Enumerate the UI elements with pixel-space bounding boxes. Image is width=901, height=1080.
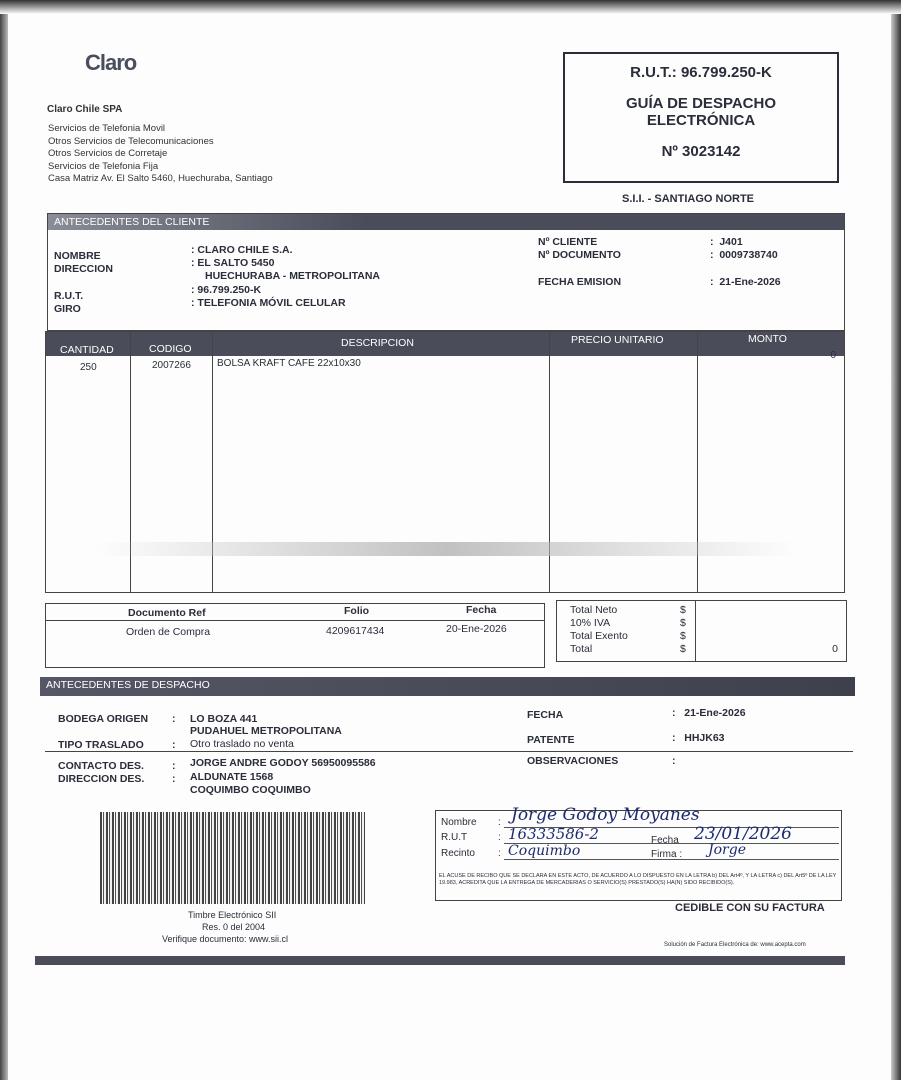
issuer-line: Servicios de Telefonia Movil	[48, 123, 166, 134]
direccion-des-label: DIRECCION DES.	[58, 773, 145, 785]
document-header-box	[563, 52, 839, 183]
timbre-label: Timbre Electrónico SII	[188, 910, 277, 920]
total-label: Total	[570, 643, 593, 655]
rut-value: : 96.799.250-K	[191, 284, 262, 296]
timbre-barcode	[100, 812, 365, 904]
tipo-traslado-label: TIPO TRASLADO	[58, 739, 144, 751]
items-table	[45, 331, 845, 593]
receipt-fecha-label: Fecha	[651, 835, 679, 846]
scan-edge-top	[0, 0, 901, 14]
total-neto-label: Total Neto	[570, 604, 618, 616]
item-cantidad: 250	[80, 362, 97, 373]
bodega-value: LO BOZA 441	[190, 713, 258, 725]
signed-fecha: 23/01/2026	[694, 824, 792, 844]
issuer-line: Otros Servicios de Corretaje	[48, 148, 168, 159]
receipt-rut-label: R.U.T	[441, 832, 468, 843]
reference-table	[45, 603, 545, 668]
direccion-value: : EL SALTO 5450	[191, 257, 275, 269]
item-descripcion: BOLSA KRAFT CAFE 22x10x30	[217, 358, 361, 369]
cliente-label: Nº CLIENTE	[538, 236, 598, 248]
ref-fecha: 20-Ene-2026	[446, 623, 507, 635]
contacto-label: CONTACTO DES.	[58, 760, 144, 772]
signed-nombre: Jorge Godoy Moyanes	[511, 805, 700, 825]
cedible-label: CEDIBLE CON SU FACTURA	[675, 902, 825, 914]
divider	[45, 751, 853, 752]
verify-link[interactable]: Verifique documento: www.sii.cl	[162, 934, 289, 944]
bodega-label: BODEGA ORIGEN	[58, 713, 149, 725]
ref-header-doc: Documento Ref	[128, 607, 206, 619]
footer-bar	[35, 956, 845, 965]
contacto-value: JORGE ANDRE GODOY 56950095586	[190, 757, 376, 769]
ref-header-folio: Folio	[344, 605, 370, 617]
col-codigo: CODIGO	[149, 343, 192, 355]
dispatch-fecha-label: FECHA	[527, 709, 564, 721]
sii-office: S.I.I. - SANTIAGO NORTE	[622, 193, 755, 205]
dispatch-fecha-value: 21-Ene-2026	[684, 707, 746, 719]
issuer-line: Casa Matriz Av. El Salto 5460, Huechuraba, Santiago	[48, 173, 273, 184]
observaciones-label: OBSERVACIONES	[527, 755, 619, 767]
dispatch-section-title: ANTECEDENTES DE DESPACHO	[40, 677, 855, 696]
patente-value: HHJK63	[684, 732, 725, 744]
receipt-box: Nombre R.U.T Recinto : : : Fecha Firma : Jorge Godoy Moyanes 16333586-2 23/01/2026 Coquimbo Jorge EL ACUSE DE RECIBO QUE SE DECLARA EN ESTE ACTO, DE ACUERDO A LO DISPUESTO EN LA LETRA b) DEL Art4º, Y LA LETRA c) DEL Art5º DE LA LEY 19.983, ACREDITA QUE LA ENTREGA DE MERCADERIAS O SERVICIO(S) PRESTADO(S) HA(N) SIDO RECIBIDO(S).	[435, 810, 842, 901]
scan-edge-left	[0, 0, 8, 1080]
nombre-value: : CLARO CHILE S.A.	[191, 244, 293, 256]
signed-rut: 16333586-2	[508, 825, 599, 843]
header-title-2: ELECTRÓNICA	[646, 112, 756, 129]
document-number: Nº 3023142	[661, 143, 741, 160]
currency-sign: $	[680, 604, 686, 616]
giro-label: GIRO	[54, 303, 81, 315]
header-rut: R.U.T.: 96.799.250-K	[630, 64, 772, 81]
direccion-value-2: HUECHURABA - METROPOLITANA	[205, 270, 380, 282]
documento-value: 0009738740	[719, 249, 778, 261]
direccion-des-value-2: COQUIMBO COQUIMBO	[190, 784, 311, 796]
cliente-value: J401	[719, 236, 743, 248]
receipt-firma-label: Firma :	[651, 849, 683, 860]
bodega-value-2: PUDAHUEL METROPOLITANA	[190, 725, 342, 737]
iva-label: 10% IVA	[570, 617, 611, 629]
item-monto: 0	[830, 350, 836, 361]
direccion-des-value: ALDUNATE 1568	[190, 771, 274, 783]
total-value: 0	[832, 643, 838, 655]
issuer-line: Servicios de Telefonia Fija	[48, 160, 159, 172]
signature: Jorge	[708, 842, 746, 858]
fecha-emision-label: FECHA EMISION	[538, 276, 622, 288]
header-title: GUÍA DE DESPACHO	[625, 95, 776, 112]
issuer-line: Otros Servicios de Telecomunicaciones	[48, 135, 214, 147]
scan-smudge	[96, 542, 796, 556]
currency-sign: $	[680, 630, 686, 642]
col-precio: PRECIO UNITARIO	[571, 334, 664, 346]
receipt-nombre-label: Nombre	[441, 817, 477, 828]
receipt-recinto-label: Recinto	[441, 848, 475, 859]
ref-header-fecha: Fecha	[466, 604, 497, 616]
timbre-res: Res. 0 del 2004	[202, 922, 266, 932]
issuer-name: Claro Chile SPA	[47, 104, 123, 115]
client-section: ANTECEDENTES DEL CLIENTE NOMBRE DIRECCION R.U.T. GIRO : CLARO CHILE S.A. : EL SALTO 5450 HUECHURABA - METROPOLITANA : 96.799.250-K : TELEFONIA MÓVIL CELULAR Nº CLIENTE Nº DOCUMENTO FECHA EMISION : J401 : 0009738740 : 21-Ene-2026	[47, 213, 845, 331]
col-cantidad: CANTIDAD	[60, 344, 114, 356]
nombre-label: NOMBRE	[54, 250, 101, 262]
solution-credit: Solución de Factura Electrónica de: www.acepta.com	[664, 942, 806, 948]
scan-edge-right	[891, 0, 901, 1080]
rut-label: R.U.T.	[54, 290, 84, 302]
claro-logo: Claro	[85, 50, 137, 75]
tipo-traslado-value: Otro traslado no venta	[190, 738, 294, 750]
currency-sign: $	[680, 617, 686, 629]
signed-recinto: Coquimbo	[508, 843, 581, 859]
currency-sign: $	[680, 643, 686, 655]
col-descripcion: DESCRIPCION	[341, 337, 414, 349]
total-exento-label: Total Exento	[570, 630, 628, 642]
issuer-lines	[48, 123, 273, 186]
client-section-title: ANTECEDENTES DEL CLIENTE	[48, 214, 844, 230]
ref-doc: Orden de Compra	[126, 626, 211, 638]
patente-label: PATENTE	[527, 734, 575, 746]
ref-folio: 4209617434	[326, 625, 385, 637]
legal-text: EL ACUSE DE RECIBO QUE SE DECLARA EN ESTE ACTO, DE ACUERDO A LO DISPUESTO EN LA LETRA b) DEL Art4º, Y LA LETRA c) DEL Art5º DE LA LEY 19.983, ACREDITA QUE LA ENTREGA DE MERCADERIAS O SERVICIO(S) PRESTADO(S) HA(N) SIDO RECIBIDO(S).	[439, 873, 837, 886]
col-monto: MONTO	[748, 333, 787, 345]
totals-box	[556, 600, 847, 662]
direccion-label: DIRECCION	[54, 263, 113, 275]
documento-label: Nº DOCUMENTO	[538, 249, 621, 261]
item-codigo: 2007266	[152, 360, 191, 371]
fecha-emision-value: 21-Ene-2026	[719, 276, 781, 288]
giro-value: : TELEFONIA MÓVIL CELULAR	[191, 297, 346, 309]
